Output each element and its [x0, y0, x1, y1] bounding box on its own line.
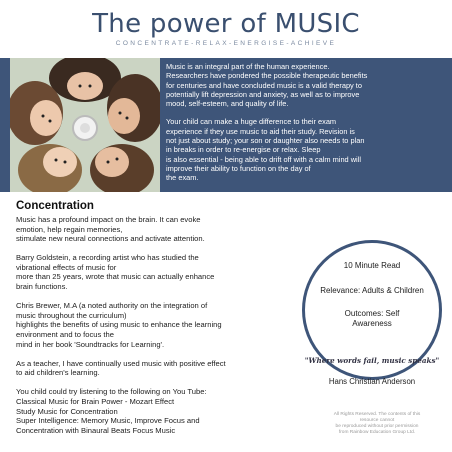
body-paragraph: You child could try listening to the following on You Tube: Classical Music for Brain Power - Mozart Effect Study Music for Concentration Super Intelligence: Memory Music, Improve Focus and Concentration with Binaural Beats Focus Music	[16, 387, 207, 435]
intro-banner	[0, 58, 452, 192]
quote-text: "Where words fail, music speaks"	[304, 356, 440, 365]
tagline: CONCENTRATE-RELAX-ENERGISE-ACHIEVE	[115, 40, 337, 47]
body-paragraph: Music has a profound impact on the brain. It can evoke emotion, help regain memories, stimulate new neural connections and activate attention.	[16, 215, 205, 244]
outcomes: Outcomes: Self Awareness	[344, 309, 400, 328]
banner-text	[166, 62, 446, 183]
section-heading: Concentration	[16, 200, 94, 212]
quote-author: Hans Christian Anderson	[328, 377, 416, 386]
page-title: The power of MUSIC	[92, 9, 360, 39]
relevance: Relevance: Adults & Children	[320, 286, 424, 295]
body-paragraph: As a teacher, I have continually used music with positive effect to aid children's learning.	[16, 358, 226, 378]
banner-paragraph: Music is an integral part of the human experience. Researchers have pondered the possible therapeutic benefits for centuries and have concluded music is a valid therapy to potentially lift depression and anxiety, as well as to improve mood, self-esteem, and quality of life.	[166, 62, 368, 109]
banner-paragraph: Your child can make a huge difference to their exam experience if they use music to aid their study. Revision is not just about study; your son or daughter also needs to plan in breaks in order to re-energise or relax. Sleep is also essential - being able to drift off with a calm mind will improve their ability to function on the day of the exam.	[166, 117, 365, 183]
rights-notice: All Rights Reserved. The contents of this resource cannot be reproduced without prior permission from Rainbow Education Group Ltd.	[333, 412, 421, 435]
body-paragraph: Barry Goldstein, a recording artist who has studied the vibrational effects of music for more than 25 years, wrote that music can actually enhance brain functions.	[16, 253, 215, 292]
read-time: 10 Minute Read	[343, 261, 401, 270]
children-listening-photo	[10, 58, 160, 192]
section-body	[16, 215, 316, 435]
body-paragraph: Chris Brewer, M.A (a noted authority on the integration of music throughout the curriculum) highlights the benefits of using music to enhance the learning environment and to focus the mind in her book 'Soundtracks for Learning'.	[16, 301, 222, 349]
children-photo-illustration	[10, 58, 160, 192]
